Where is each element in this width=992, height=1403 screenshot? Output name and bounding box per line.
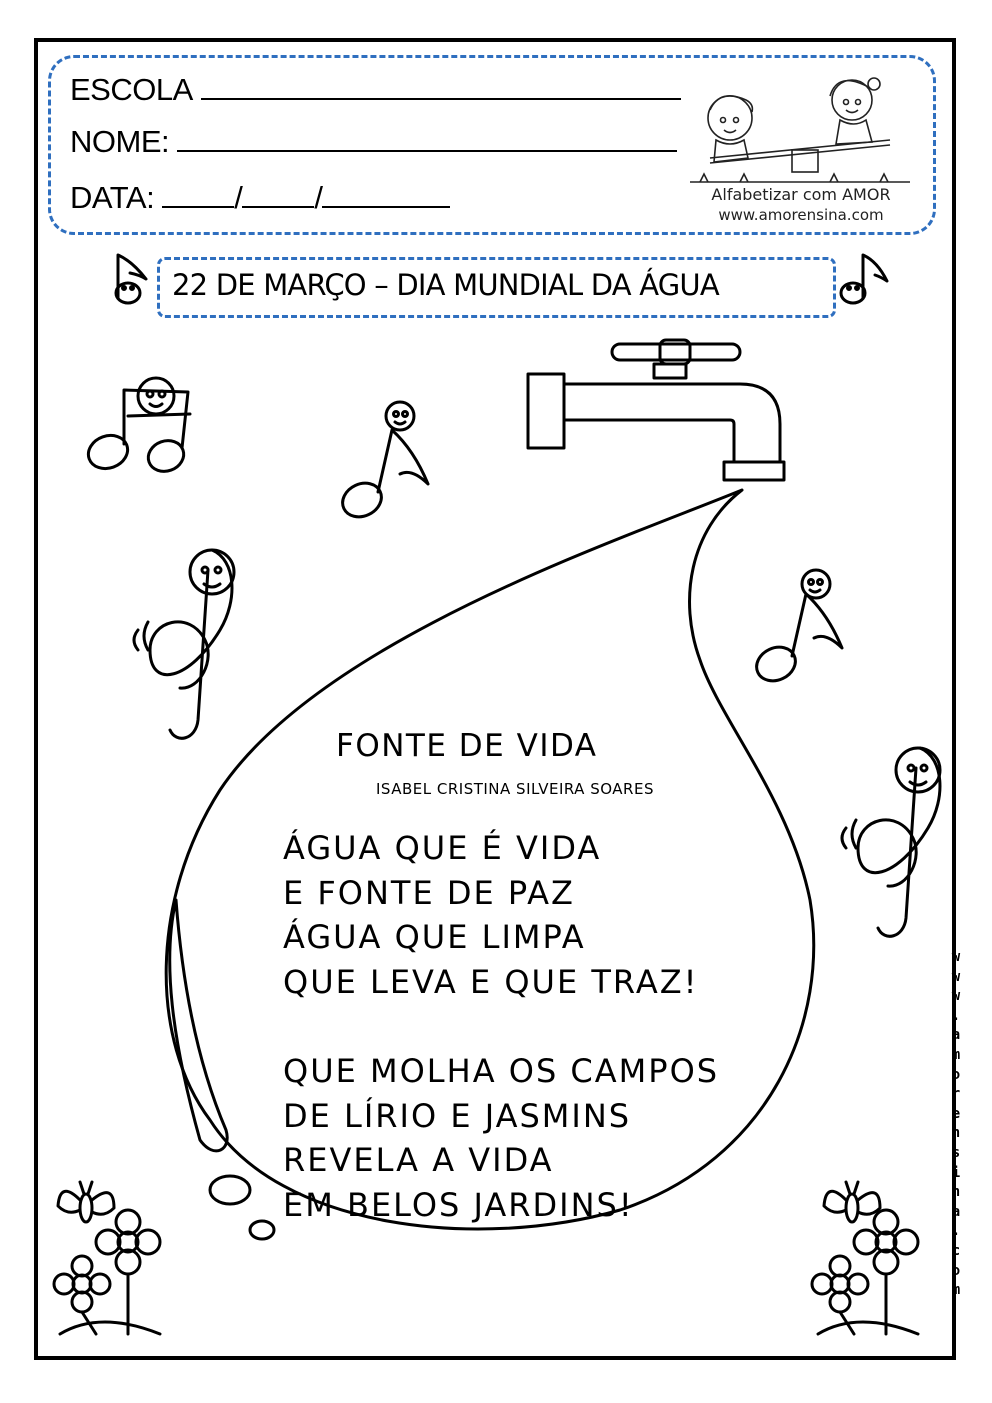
date-separator-2: / — [314, 180, 323, 215]
poem-line: QUE LEVA E QUE TRAZ! — [283, 962, 699, 1001]
logo-tagline: Alfabetizar com AMOR — [711, 185, 891, 204]
faucet-icon — [528, 340, 784, 480]
flower-icon — [812, 1210, 918, 1334]
music-note-icon — [116, 255, 146, 303]
flower-icon — [54, 1210, 160, 1334]
school-label: ESCOLA — [70, 72, 193, 107]
treble-clef-icon — [842, 748, 940, 936]
butterfly-icon — [58, 1182, 114, 1222]
poem-body — [283, 826, 719, 1272]
poem-title: FONTE DE VIDA — [336, 728, 598, 764]
music-note-icon — [84, 378, 190, 476]
music-note-icon — [337, 402, 428, 523]
name-label: NOME: — [70, 124, 170, 159]
poem-line: REVELA A VIDA — [283, 1141, 554, 1179]
side-url: w w w . a m o r e n s i n a . c o m — [951, 949, 961, 1299]
date-label: DATA: — [70, 180, 155, 215]
poem-line: ÁGUA QUE É VIDA — [283, 829, 602, 867]
poem-author: ISABEL CRISTINA SILVEIRA SOARES — [376, 780, 654, 798]
poem-line: DE LÍRIO E JASMINS — [283, 1096, 632, 1135]
poem-line: E FONTE DE PAZ — [283, 873, 575, 912]
page-title: 22 DE MARÇO – DIA MUNDIAL DA ÁGUA — [172, 268, 719, 302]
music-note-icon — [751, 570, 842, 687]
music-note-icon — [841, 255, 887, 303]
stanza — [283, 1049, 719, 1227]
poem-line: QUE MOLHA OS CAMPOS — [283, 1052, 720, 1090]
poem-line: EM BELOS JARDINS! — [283, 1185, 634, 1224]
poem-line: ÁGUA QUE LIMPA — [283, 918, 586, 956]
treble-clef-icon — [134, 550, 234, 738]
butterfly-icon — [824, 1182, 880, 1222]
date-separator-1: / — [234, 180, 243, 215]
stanza — [283, 826, 719, 1004]
logo-url: www.amorensina.com — [718, 206, 884, 224]
